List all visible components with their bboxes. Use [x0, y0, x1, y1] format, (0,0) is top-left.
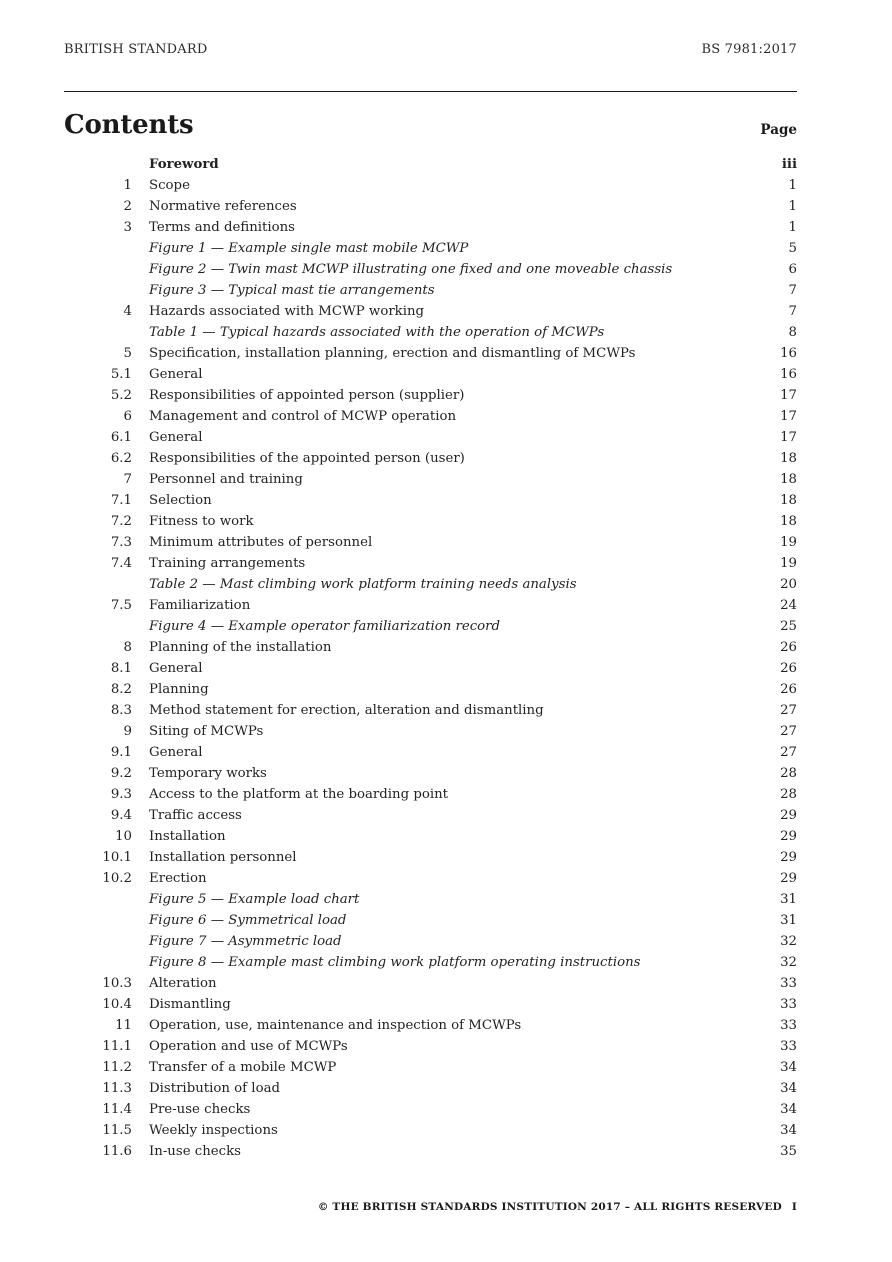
toc-entry[interactable] — [64, 973, 797, 994]
toc-figure-entry[interactable] — [64, 889, 797, 910]
toc-entry-title: Dismantling — [149, 997, 231, 1012]
toc-entry[interactable] — [64, 1078, 797, 1099]
toc-entry-page: 28 — [780, 787, 797, 802]
toc-entry-title: Access to the platform at the boarding point — [149, 787, 449, 802]
toc-entry-page: 34 — [780, 1102, 797, 1117]
copyright-notice: © THE BRITISH STANDARDS INSTITUTION 2017 – ALL RIGHTS RESERVED — [317, 1201, 782, 1213]
toc-entry[interactable] — [64, 1099, 797, 1120]
toc-entry[interactable] — [64, 364, 797, 385]
toc-entry[interactable] — [64, 679, 797, 700]
toc-entry-title: Distribution of load — [149, 1081, 281, 1096]
toc-entry-title: Responsibilities of appointed person (supplier) — [149, 388, 465, 403]
toc-entry-title: Table 1 — Typical hazards associated with the operation of MCWPs — [149, 325, 605, 340]
toc-entry[interactable] — [64, 469, 797, 490]
toc-entry[interactable] — [64, 742, 797, 763]
toc-entry[interactable] — [64, 553, 797, 574]
toc-entry-number: 11.6 — [102, 1144, 132, 1159]
toc-entry-number: 8.3 — [110, 703, 132, 718]
toc-entry[interactable] — [64, 784, 797, 805]
toc-entry-page: 18 — [780, 451, 797, 466]
toc-figure-entry[interactable] — [64, 259, 797, 280]
toc-entry[interactable] — [64, 1036, 797, 1057]
toc-entry-page: iii — [781, 157, 797, 172]
toc-entry-number: 4 — [123, 304, 132, 319]
toc-entry[interactable] — [64, 1057, 797, 1078]
toc-entry-page: 8 — [788, 325, 797, 340]
toc-entry-number: 7.2 — [110, 514, 132, 529]
toc-entry[interactable] — [64, 490, 797, 511]
toc-entry-title: General — [149, 661, 203, 676]
toc-entry-title: Figure 5 — Example load chart — [149, 892, 360, 907]
toc-entry-title: Installation personnel — [149, 850, 297, 865]
toc-entry-page: 1 — [788, 199, 797, 214]
toc-entry-page: 7 — [788, 283, 797, 298]
toc-entry-page: 1 — [788, 178, 797, 193]
toc-entry-number: 11.4 — [102, 1102, 132, 1117]
toc-entry[interactable] — [64, 994, 797, 1015]
toc-entry-page: 32 — [780, 934, 797, 949]
toc-entry-number: 5 — [123, 346, 132, 361]
toc-entry-title: Figure 4 — Example operator familiarization record — [149, 619, 501, 634]
page-column-heading: Page — [760, 122, 797, 138]
toc-entry-title: Installation — [149, 829, 226, 844]
toc-entry-title: In-use checks — [149, 1144, 242, 1159]
toc-entry[interactable] — [64, 658, 797, 679]
toc-entry[interactable] — [64, 301, 797, 322]
toc-entry-page: 27 — [780, 745, 797, 760]
toc-entry-title: Pre-use checks — [149, 1102, 251, 1117]
toc-entry[interactable] — [64, 1120, 797, 1141]
toc-figure-entry[interactable] — [64, 616, 797, 637]
toc-entry[interactable] — [64, 595, 797, 616]
toc-entry-number: 10 — [115, 829, 132, 844]
toc-entry-title: Figure 7 — Asymmetric load — [149, 934, 342, 949]
toc-entry-number: 10.3 — [102, 976, 132, 991]
toc-entry-number: 7.4 — [110, 556, 132, 571]
toc-entry-number: 11.3 — [102, 1081, 132, 1096]
toc-entry-title: Planning of the installation — [149, 640, 332, 655]
toc-entry-page: 17 — [780, 409, 797, 424]
toc-figure-entry[interactable] — [64, 952, 797, 973]
toc-entry[interactable] — [64, 406, 797, 427]
page-footer — [318, 1201, 797, 1213]
toc-entry-number: 10.1 — [102, 850, 132, 865]
toc-entry-title: Responsibilities of the appointed person (user) — [149, 451, 465, 466]
toc-entry-title: General — [149, 745, 203, 760]
toc-entry[interactable] — [64, 700, 797, 721]
toc-entry[interactable] — [64, 343, 797, 364]
toc-entry-title: Scope — [149, 178, 190, 193]
toc-entry-number: 7 — [123, 472, 132, 487]
toc-entry-page: 26 — [780, 640, 797, 655]
toc-entry-page: 27 — [780, 724, 797, 739]
toc-entry-title: Figure 2 — Twin mast MCWP illustrating one fixed and one moveable chassis — [149, 262, 673, 277]
toc-entry-page: 7 — [788, 304, 797, 319]
toc-entry-title: Personnel and training — [149, 472, 303, 487]
toc-entry-number: 11.1 — [102, 1039, 132, 1054]
toc-figure-entry[interactable] — [64, 238, 797, 259]
toc-entry[interactable] — [64, 448, 797, 469]
toc-entry-title: Management and control of MCWP operation — [149, 409, 457, 424]
toc-entry-page: 17 — [780, 388, 797, 403]
toc-entry-number: 9.4 — [110, 808, 132, 823]
toc-entry[interactable] — [64, 217, 797, 238]
toc-entry[interactable] — [64, 175, 797, 196]
toc-entry-number: 9.2 — [110, 766, 132, 781]
toc-entry-page: 18 — [780, 472, 797, 487]
toc-entry-number: 9 — [123, 724, 132, 739]
toc-entry-page: 1 — [788, 220, 797, 235]
toc-entry-number: 5.2 — [110, 388, 132, 403]
toc-entry-title: Alteration — [149, 976, 217, 991]
toc-entry-number: 8.1 — [110, 661, 132, 676]
toc-entry-page: 35 — [780, 1144, 797, 1159]
toc-figure-entry[interactable] — [64, 322, 797, 343]
page-title: Contents — [64, 110, 194, 140]
header-standard-label: BRITISH STANDARD — [64, 42, 208, 57]
toc-entry-title: Operation and use of MCWPs — [149, 1039, 348, 1054]
toc-entry-page: 16 — [780, 346, 797, 361]
toc-entry-title: Figure 8 — Example mast climbing work platform operating instructions — [149, 955, 641, 970]
toc-entry-page: 27 — [780, 703, 797, 718]
toc-entry-title: General — [149, 367, 203, 382]
toc-entry-number: 7.5 — [110, 598, 132, 613]
toc-figure-entry[interactable] — [64, 910, 797, 931]
toc-entry-page: 24 — [780, 598, 797, 613]
toc-entry-page: 34 — [780, 1081, 797, 1096]
toc-entry-page: 25 — [780, 619, 797, 634]
toc-entry-title: Figure 1 — Example single mast mobile MCWP — [149, 241, 469, 256]
toc-figure-entry[interactable] — [64, 280, 797, 301]
toc-entry-title: Specification, installation planning, erection and dismantling of MCWPs — [149, 346, 636, 361]
toc-entry-title: Operation, use, maintenance and inspection of MCWPs — [149, 1018, 522, 1033]
toc-entry-number: 10.2 — [102, 871, 132, 886]
toc-entry[interactable] — [64, 532, 797, 553]
toc-entry-page: 29 — [780, 850, 797, 865]
toc-entry-page: 18 — [780, 514, 797, 529]
toc-entry-page: 26 — [780, 661, 797, 676]
toc-entry[interactable] — [64, 826, 797, 847]
toc-entry[interactable] — [64, 868, 797, 889]
toc-entry-page: 31 — [780, 892, 797, 907]
toc-entry-number: 8 — [123, 640, 132, 655]
toc-entry-title: Siting of MCWPs — [149, 724, 264, 739]
toc-entry-page: 33 — [780, 976, 797, 991]
toc-entry[interactable] — [64, 511, 797, 532]
toc-entry-page: 31 — [780, 913, 797, 928]
toc-entry-title: Weekly inspections — [149, 1123, 278, 1138]
toc-entry-title: Figure 3 — Typical mast tie arrangements — [149, 283, 435, 298]
toc-entry-title: Fitness to work — [149, 514, 254, 529]
toc-entry[interactable] — [64, 637, 797, 658]
toc-entry-title: Selection — [149, 493, 212, 508]
toc-entry-title: Erection — [149, 871, 207, 886]
toc-entry-title: Temporary works — [149, 766, 267, 781]
toc-entry-page: 20 — [780, 577, 797, 592]
toc-entry-page: 26 — [780, 682, 797, 697]
toc-entry-number: 1 — [123, 178, 132, 193]
toc-entry-number: 6 — [123, 409, 132, 424]
toc-entry[interactable] — [64, 427, 797, 448]
toc-entry-number: 10.4 — [102, 997, 132, 1012]
toc-entry-title: Table 2 — Mast climbing work platform training needs analysis — [149, 577, 577, 592]
toc-entry-number: 6.1 — [110, 430, 132, 445]
toc-figure-entry[interactable] — [64, 931, 797, 952]
toc-entry-number: 7.3 — [110, 535, 132, 550]
toc-entry-title: Training arrangements — [149, 556, 306, 571]
toc-entry[interactable] — [64, 196, 797, 217]
toc-entry[interactable] — [64, 721, 797, 742]
toc-entry-page: 5 — [788, 241, 797, 256]
toc-entry[interactable] — [64, 154, 797, 175]
toc-entry[interactable] — [64, 1141, 797, 1162]
toc-entry-title: Foreword — [149, 157, 219, 172]
toc-entry-number: 5.1 — [110, 367, 132, 382]
toc-entry-page: 33 — [780, 1039, 797, 1054]
toc-entry-title: Traffic access — [149, 808, 242, 823]
toc-entry-title: Normative references — [149, 199, 297, 214]
toc-entry-number: 11 — [115, 1018, 132, 1033]
table-of-contents — [64, 154, 797, 1162]
toc-entry-number: 8.2 — [110, 682, 132, 697]
toc-entry-page: 33 — [780, 1018, 797, 1033]
toc-entry[interactable] — [64, 847, 797, 868]
toc-entry-title: Planning — [149, 682, 209, 697]
toc-entry-page: 32 — [780, 955, 797, 970]
toc-entry-number: 9.1 — [110, 745, 132, 760]
toc-entry-number: 9.3 — [110, 787, 132, 802]
toc-entry-title: Transfer of a mobile MCWP — [149, 1060, 337, 1075]
toc-entry-page: 33 — [780, 997, 797, 1012]
toc-entry-page: 29 — [780, 829, 797, 844]
toc-entry-title: General — [149, 430, 203, 445]
toc-entry-page: 29 — [780, 808, 797, 823]
toc-entry-page: 19 — [780, 535, 797, 550]
header-rule — [64, 91, 797, 92]
toc-entry-page: 19 — [780, 556, 797, 571]
toc-entry-title: Figure 6 — Symmetrical load — [149, 913, 347, 928]
toc-entry[interactable] — [64, 763, 797, 784]
toc-entry-number: 11.2 — [102, 1060, 132, 1075]
toc-entry[interactable] — [64, 805, 797, 826]
toc-entry[interactable] — [64, 385, 797, 406]
toc-entry-number: 7.1 — [110, 493, 132, 508]
toc-entry-number: 2 — [123, 199, 132, 214]
toc-figure-entry[interactable] — [64, 574, 797, 595]
toc-entry[interactable] — [64, 1015, 797, 1036]
toc-entry-page: 34 — [780, 1123, 797, 1138]
page-number: I — [791, 1201, 797, 1213]
toc-entry-page: 17 — [780, 430, 797, 445]
toc-entry-page: 16 — [780, 367, 797, 382]
toc-entry-title: Terms and definitions — [149, 220, 296, 235]
toc-entry-number: 6.2 — [110, 451, 132, 466]
toc-entry-title: Familiarization — [149, 598, 251, 613]
toc-entry-page: 6 — [788, 262, 797, 277]
toc-entry-page: 29 — [780, 871, 797, 886]
header-document-number: BS 7981:2017 — [701, 42, 797, 57]
toc-entry-page: 28 — [780, 766, 797, 781]
toc-entry-number: 11.5 — [102, 1123, 132, 1138]
toc-entry-title: Method statement for erection, alteration and dismantling — [149, 703, 544, 718]
toc-entry-title: Minimum attributes of personnel — [149, 535, 373, 550]
toc-entry-number: 3 — [123, 220, 132, 235]
toc-entry-title: Hazards associated with MCWP working — [149, 304, 425, 319]
toc-entry-page: 18 — [780, 493, 797, 508]
toc-entry-page: 34 — [780, 1060, 797, 1075]
